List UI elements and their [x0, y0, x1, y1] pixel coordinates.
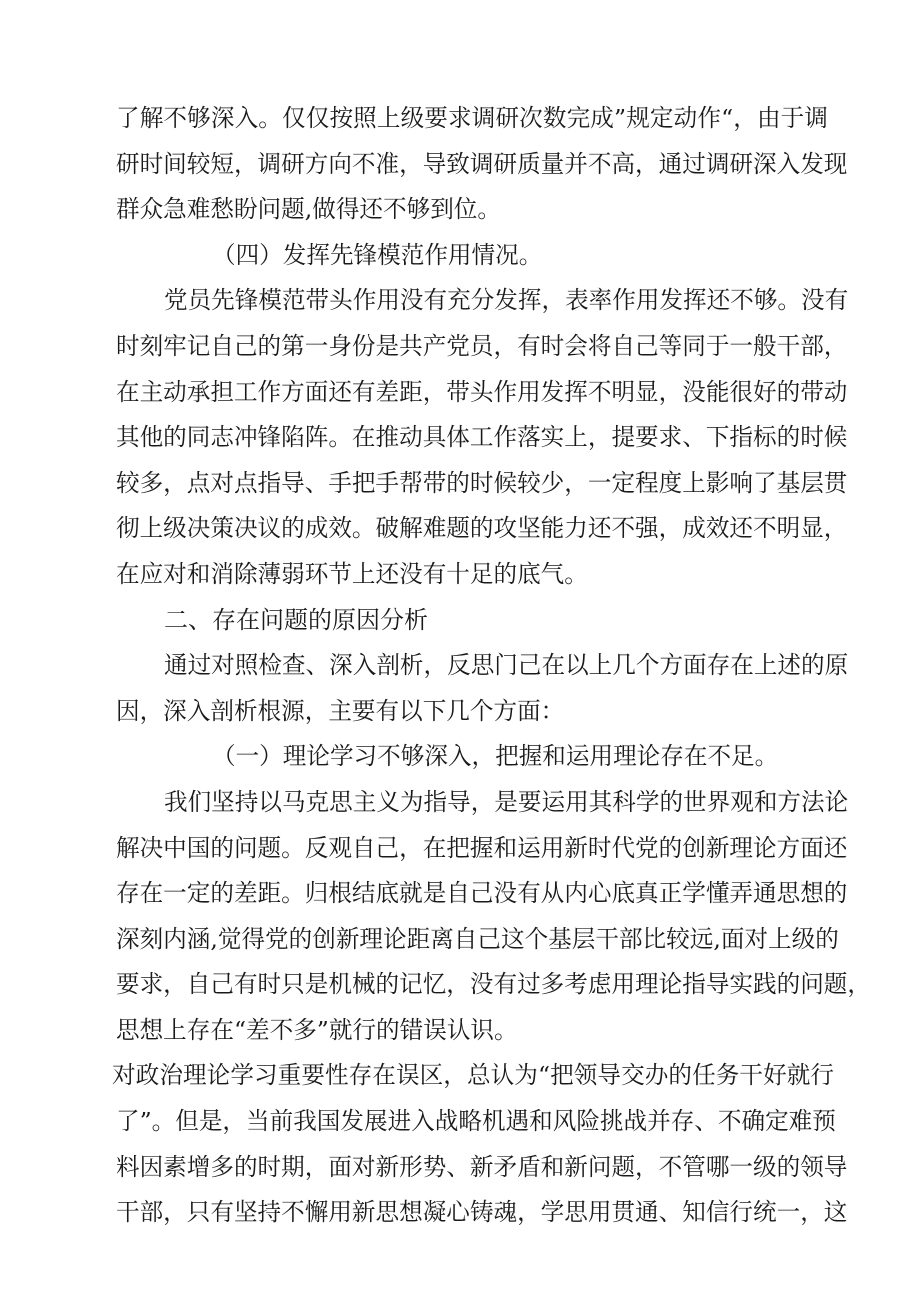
text-line: 料因素增多的时期，面对新形势、新矛盾和新问题，不管哪一级的领导: [116, 1152, 848, 1181]
text-line: 党员先锋模范带头作用没有充分发挥，表率作用发挥还不够。没有: [164, 286, 849, 315]
text-line: 群众急难愁盼问题,做得还不够到位。: [116, 195, 501, 224]
section-heading-two: [116, 598, 828, 644]
text-line: 在主动承担工作方面还有差距，带头作用发挥不明显，没能很好的带动: [116, 377, 848, 406]
subheading-text: （四）发挥先锋模范作用情况。: [212, 240, 543, 269]
subheading-one: [116, 734, 828, 780]
text-line: 较多，点对点指导、手把手帮带的时候较少，一定程度上影响了基层贯: [116, 468, 848, 497]
text-line: 深刻内涵,觉得党的创新理论距离自己这个基层干部比较远,面对上级的: [116, 924, 839, 953]
text-line: 干部，只有坚持不懈用新思想凝心铸魂，学思用贯通、知信行统一，这: [116, 1198, 848, 1227]
section-heading-text: 二、存在问题的原因分析: [164, 605, 428, 634]
text-line: 要求，自己有时只是机械的记忆，没有过多考虑用理论指导实践的问题，: [116, 970, 871, 999]
text-line: 解决中国的问题。反观自己，在把握和运用新时代党的创新理论方面还: [116, 833, 848, 862]
paragraph-p3: [116, 780, 871, 1054]
text-line: 因，深入剖析根源，主要有以下几个方面：: [116, 696, 565, 725]
text-line: 在应对和消除薄弱环节上还没有十足的底气。: [116, 559, 588, 588]
subheading-text: （一）理论学习不够深入，把握和运用理论存在不足。: [212, 742, 779, 771]
paragraph-p4: [112, 1053, 848, 1235]
text-line: 我们坚持以马克思主义为指导，是要运用其科学的世界观和方法论: [164, 787, 849, 816]
paragraph-p1: [116, 278, 849, 597]
text-line: 对政治理论学习重要性存在误区，总认为“把领导交办的任务干好就行: [112, 1061, 834, 1090]
paragraph-p0: [116, 96, 848, 233]
text-line: 时刻牢记自己的第一身份是共产党员，有时会将自己等同于一般干部，: [116, 331, 848, 360]
text-line: 其他的同志冲锋陷阵。在推动具体工作落实上，提要求、下指标的时候: [116, 423, 848, 452]
document-page: [112, 96, 871, 1236]
subheading-four: [116, 233, 828, 279]
text-line: 彻上级决策决议的成效。破解难题的攻坚能力还不强，成效还不明显，: [116, 514, 848, 543]
text-line: 存在一定的差距。归根结底就是自己没有从内心底真正学懂弄通思想的: [116, 879, 848, 908]
text-line: 研时间较短，调研方向不准，导致调研质量并不高，通过调研深入发现: [116, 149, 848, 178]
text-line: 了”。但是，当前我国发展进入战略机遇和风险挑战并存、不确定难预: [116, 1107, 836, 1136]
text-line: 思想上存在“差不多”就行的错误认识。: [116, 1015, 518, 1044]
text-line: 了解不够深入。仅仅按照上级要求调研次数完成”规定动作“，由于调: [116, 104, 828, 132]
paragraph-p2: [116, 643, 849, 734]
text-line: 通过对照检查、深入剖析，反思门己在以上几个方面存在上述的原: [164, 651, 849, 680]
